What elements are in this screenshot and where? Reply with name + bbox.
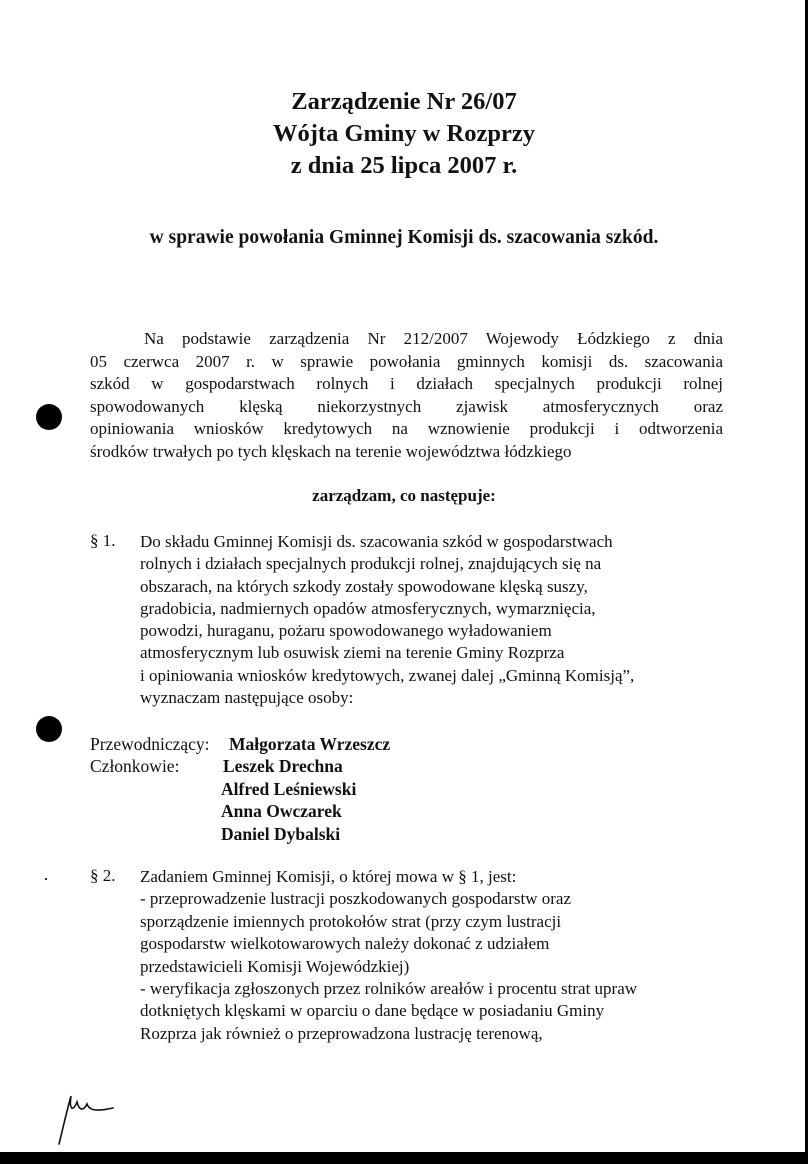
section-1-line: i opiniowania wniosków kredytowych, zwanej dalej „Gminną Komisją”, [140, 665, 635, 685]
preamble-paragraph [90, 328, 723, 464]
section-2-line: - przeprowadzenie lustracji poszkodowanych gospodarstw oraz [140, 889, 571, 909]
title-line-1: Zarządzenie Nr 26/07 [291, 88, 517, 115]
preamble-line: Na podstawie zarządzenia Nr 212/2007 Wojewody Łódzkiego z dnia [144, 329, 723, 348]
section-2-body [140, 866, 637, 1045]
preamble-line: 05 czerwca 2007 r. w sprawie powołania gminnych komisji ds. szacowania [90, 351, 723, 371]
section-2-line: sporządzenie imiennych protokołów strat (przy czym lustracji [140, 911, 562, 931]
scan-bottom-border [0, 1152, 808, 1164]
section-1-line: gradobicia, nadmiernych opadów atmosferycznych, wymarznięcia, [140, 598, 596, 618]
scan-speck [45, 878, 47, 880]
preamble-line: szkód w gospodarstwach rolnych i działach specjalnych produkcji rolnej [90, 374, 723, 394]
members-label: Członkowie: [90, 756, 180, 777]
member-name: Daniel Dybalski [221, 823, 341, 844]
section-1-body [140, 531, 634, 709]
preamble-line: opiniowania wniosków kredytowych na wznowienie produkcji i odtworzenia [90, 419, 723, 439]
section-2-line: gospodarstw wielkotowarowych należy dokonać z udziałem [140, 934, 550, 954]
section-1-line: Do składu Gminnej Komisji ds. szacowania szkód w gospodarstwach [140, 532, 613, 551]
section-1-number: § 1. [90, 531, 116, 550]
decree-heading: zarządzam, co następuje: [312, 486, 496, 505]
member-name: Alfred Leśniewski [221, 778, 357, 799]
member-name: Anna Owczarek [221, 801, 342, 822]
member-name: Leszek Drechna [223, 756, 343, 777]
section-2-line: - weryfikacja zgłoszonych przez rolników areałów i procentu strat upraw [140, 979, 638, 999]
section-1-line: powodzi, huraganu, pożaru spowodowanego wyładowaniem [140, 621, 552, 641]
punch-hole-mark [36, 716, 62, 742]
chair-name: Małgorzata Wrzeszcz [229, 734, 391, 754]
title-line-3: z dnia 25 lipca 2007 r. [290, 152, 518, 179]
section-2-line: Zadaniem Gminnej Komisji, o której mowa w § 1, jest: [140, 867, 517, 886]
section-1-line: rolnych i działach specjalnych produkcji rolnej, znajdujących się na [140, 554, 602, 574]
section-2-line: Rozprza jak również o przeprowadzona lustrację terenową, [140, 1023, 543, 1043]
section-2-line: dotkniętych klęskami w oparciu o dane będące w posiadaniu Gminy [140, 1001, 605, 1021]
document-subject: w sprawie powołania Gminnej Komisji ds. szacowania szkód. [149, 227, 659, 248]
preamble-line: środków trwałych po tych klęskach na terenie województwa łódzkiego [90, 441, 572, 461]
document-title [0, 86, 808, 182]
section-1-line: wyznaczam następujące osoby: [140, 688, 354, 708]
punch-hole-mark [36, 404, 62, 430]
section-1-line: atmosferycznym lub osuwisk ziemi na terenie Gminy Rozprza [140, 643, 565, 663]
preamble-line: spowodowanych klęską niekorzystnych zjawisk atmosferycznych oraz [90, 396, 723, 416]
section-2-number: § 2. [90, 866, 116, 885]
section-1-line: obszarach, na których szkody zostały spowodowane klęską suszy, [140, 576, 588, 596]
section-2-line: przedstawicieli Komisji Wojewódzkiej) [140, 956, 410, 976]
chair-label: Przewodniczący: [90, 734, 210, 754]
handwritten-initial-signature [55, 1088, 125, 1148]
title-line-2: Wójta Gminy w Rozprzy [273, 120, 535, 147]
